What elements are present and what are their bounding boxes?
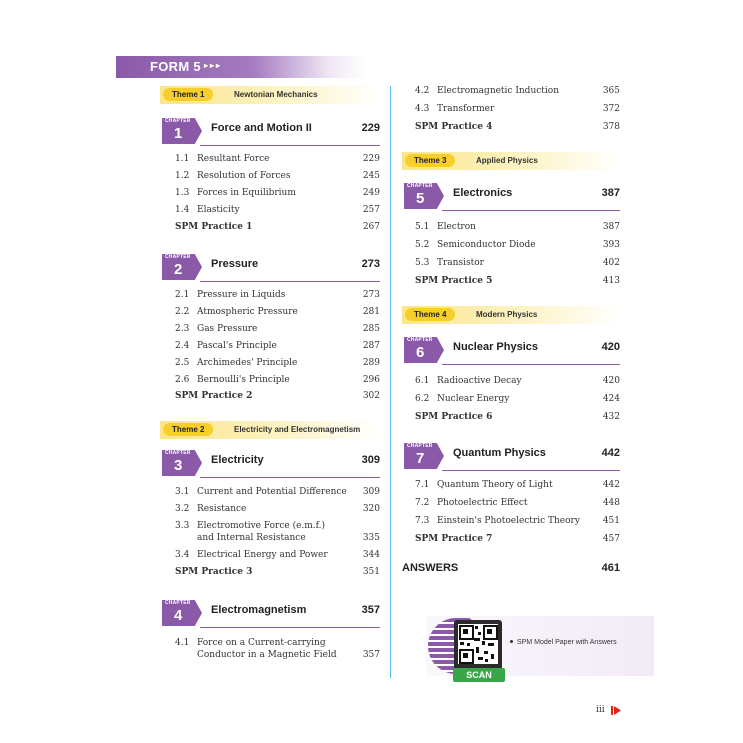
entry-number: 7.3 — [415, 516, 430, 526]
toc-entry[interactable] — [415, 515, 620, 527]
entry-title: Bernoulli's Principle — [197, 375, 290, 385]
entry-title: Photoelectric Effect — [437, 498, 528, 508]
toc-entry[interactable] — [175, 340, 380, 352]
chapter-tag-label: CHAPTER — [165, 450, 191, 456]
entry-title: Current and Potential Difference — [197, 487, 347, 497]
practice-entry[interactable] — [175, 566, 380, 578]
theme-tag: Theme 3 — [405, 154, 455, 167]
entry-number: 6.1 — [415, 376, 430, 386]
entry-number: 4.3 — [415, 104, 430, 114]
toc-entry[interactable] — [175, 374, 380, 386]
entry-page: 249 — [362, 188, 380, 198]
entry-title: Semiconductor Diode — [437, 240, 536, 250]
theme-tag: Theme 1 — [163, 88, 213, 101]
entry-title: Quantum Theory of Light — [437, 480, 553, 490]
chapter-1-heading[interactable] — [162, 116, 380, 146]
entry-page: 451 — [602, 516, 620, 526]
toc-entry[interactable] — [415, 239, 620, 251]
entry-title: Pressure in Liquids — [197, 290, 286, 300]
toc-entry[interactable] — [415, 103, 620, 115]
toc-entry[interactable] — [415, 497, 620, 509]
chapter-page: 387 — [601, 187, 620, 199]
entry-title: Gas Pressure — [197, 324, 258, 334]
toc-entry[interactable] — [175, 289, 380, 301]
practice-page: 457 — [602, 534, 620, 544]
chapter-number: 3 — [174, 457, 183, 474]
toc-entry[interactable] — [415, 375, 620, 387]
toc-entry[interactable] — [415, 221, 620, 233]
chapter-underline — [200, 477, 380, 478]
entry-page: 424 — [602, 394, 620, 404]
theme-name: Applied Physics — [476, 156, 538, 165]
entry-page: 402 — [602, 258, 620, 268]
entry-page: 273 — [362, 290, 380, 300]
theme-tag: Theme 4 — [405, 308, 455, 321]
chapter-3-heading[interactable] — [162, 448, 380, 478]
chapter-title: Quantum Physics — [453, 447, 546, 459]
toc-entry[interactable] — [415, 393, 620, 405]
entry-title: Transistor — [437, 258, 484, 268]
chapter-page: 309 — [361, 454, 380, 466]
practice-page: 432 — [602, 412, 620, 422]
chapter-underline — [200, 281, 380, 282]
entry-number: 3.3 — [175, 521, 190, 531]
entry-page: 393 — [602, 240, 620, 250]
entry-number: 1.3 — [175, 188, 190, 198]
entry-title: Electron — [437, 222, 476, 232]
practice-entry[interactable] — [175, 390, 380, 402]
chapter-tag-label: CHAPTER — [407, 443, 433, 449]
answers-page: 461 — [601, 562, 620, 574]
entry-title: Archimedes' Principle — [197, 358, 298, 368]
theme-4-header — [402, 306, 620, 324]
entry-page: 289 — [362, 358, 380, 368]
chapter-number: 6 — [416, 344, 425, 361]
entry-page: 420 — [602, 376, 620, 386]
banner-arrows: ▸▸▸ — [204, 61, 223, 70]
toc-entry[interactable] — [175, 170, 380, 182]
practice-page: 267 — [362, 222, 380, 232]
practice-title: SPM Practice 5 — [415, 276, 493, 286]
toc-entry[interactable] — [415, 479, 620, 491]
entry-number: 2.1 — [175, 290, 190, 300]
chapter-underline — [200, 145, 380, 146]
chapter-title: Electromagnetism — [211, 604, 307, 616]
chapter-title: Pressure — [211, 258, 259, 270]
chapter-page: 273 — [361, 258, 380, 270]
entry-page: 296 — [362, 375, 380, 385]
theme-name: Modern Physics — [476, 310, 538, 319]
entry-number: 4.1 — [175, 638, 190, 648]
chapter-number: 2 — [174, 261, 183, 278]
chapter-underline — [200, 627, 380, 628]
entry-number: 3.4 — [175, 550, 190, 560]
chapter-tag-label: CHAPTER — [407, 337, 433, 343]
chapter-underline — [442, 364, 620, 365]
chapter-6-heading[interactable] — [404, 335, 620, 365]
chapter-underline — [442, 470, 620, 471]
entry-title: Elasticity — [197, 205, 240, 215]
entry-page: 357 — [362, 650, 380, 660]
entry-page: 257 — [362, 205, 380, 215]
toc-entry[interactable] — [175, 503, 380, 515]
theme-name: Electricity and Electromagnetism — [234, 425, 361, 434]
practice-title: SPM Practice 6 — [415, 412, 493, 422]
entry-page: 442 — [602, 480, 620, 490]
entry-page: 387 — [602, 222, 620, 232]
toc-entry[interactable] — [415, 85, 620, 97]
column-divider — [390, 86, 391, 678]
chapter-number: 7 — [416, 450, 425, 467]
chapter-4-heading[interactable] — [162, 598, 380, 628]
entry-number: 2.5 — [175, 358, 190, 368]
entry-page: 245 — [362, 171, 380, 181]
chapter-underline — [442, 210, 620, 211]
entry-title: Einstein's Photoelectric Theory — [437, 516, 580, 526]
form-title: FORM 5 — [150, 59, 201, 74]
entry-title: Force on a Current-carrying Conductor in a Magnetic Field — [197, 638, 337, 660]
chapter-title: Force and Motion II — [211, 122, 312, 134]
toc-entry[interactable] — [175, 153, 380, 165]
scan-button[interactable]: SCAN — [453, 668, 505, 682]
theme-1-header — [160, 86, 380, 104]
entry-title: Radioactive Decay — [437, 376, 522, 386]
practice-title: SPM Practice 2 — [175, 391, 253, 401]
entry-number: 7.2 — [415, 498, 430, 508]
chapter-5-heading[interactable] — [404, 181, 620, 211]
toc-entry[interactable] — [175, 549, 380, 561]
entry-number: 4.2 — [415, 86, 430, 96]
toc-entry[interactable] — [175, 637, 380, 661]
answers-label: ANSWERS — [402, 562, 459, 574]
toc-entry[interactable] — [175, 204, 380, 216]
entry-number: 5.2 — [415, 240, 430, 250]
toc-entry[interactable] — [415, 257, 620, 269]
practice-title: SPM Practice 3 — [175, 567, 253, 577]
chapter-title: Electricity — [211, 454, 264, 466]
theme-3-header — [402, 152, 620, 170]
page-arrow-icon — [611, 706, 621, 715]
entry-number: 7.1 — [415, 480, 430, 490]
entry-title: Electrical Energy and Power — [197, 550, 328, 560]
practice-entry[interactable] — [415, 121, 620, 133]
entry-number: 2.3 — [175, 324, 190, 334]
entry-page: 287 — [362, 341, 380, 351]
chapter-number: 5 — [416, 190, 425, 207]
scan-description: SPM Model Paper with Answers — [517, 639, 617, 646]
theme-tag: Theme 2 — [163, 423, 213, 436]
toc-entry[interactable] — [175, 520, 380, 544]
entry-number: 5.3 — [415, 258, 430, 268]
chapter-number: 4 — [174, 607, 183, 624]
entry-title: Resistance — [197, 504, 247, 514]
practice-entry[interactable] — [415, 533, 620, 545]
chapter-number: 1 — [174, 125, 183, 142]
chapter-tag-label: CHAPTER — [165, 600, 191, 606]
toc-entry[interactable] — [175, 187, 380, 199]
entry-page: 320 — [362, 504, 380, 514]
entry-number: 3.2 — [175, 504, 190, 514]
practice-entry[interactable] — [175, 221, 380, 233]
toc-entry[interactable] — [175, 357, 380, 369]
chapter-page: 229 — [361, 122, 380, 134]
entry-page: 229 — [362, 154, 380, 164]
entry-title: Nuclear Energy — [437, 394, 510, 404]
chapter-7-heading[interactable] — [404, 441, 620, 471]
entry-number: 3.1 — [175, 487, 190, 497]
entry-page: 281 — [362, 307, 380, 317]
entry-page: 372 — [602, 104, 620, 114]
practice-title: SPM Practice 4 — [415, 122, 493, 132]
entry-page: 335 — [362, 533, 380, 543]
entry-title: Transformer — [437, 104, 495, 114]
entry-title: Forces in Equilibrium — [197, 188, 296, 198]
chapter-2-heading[interactable] — [162, 252, 380, 282]
practice-page: 413 — [602, 276, 620, 286]
entry-title: Electromagnetic Induction — [437, 86, 559, 96]
chapter-page: 442 — [601, 447, 620, 459]
bullet-icon — [510, 640, 513, 643]
practice-title: SPM Practice 1 — [175, 222, 253, 232]
toc-entry[interactable] — [175, 486, 380, 498]
entry-title: Pascal's Principle — [197, 341, 277, 351]
entry-page: 344 — [362, 550, 380, 560]
entry-title: Atmospheric Pressure — [197, 307, 298, 317]
theme-2-header — [160, 421, 380, 439]
practice-page: 378 — [602, 122, 620, 132]
toc-entry[interactable] — [175, 306, 380, 318]
entry-number: 1.1 — [175, 154, 190, 164]
chapter-tag-label: CHAPTER — [165, 254, 191, 260]
entry-number: 6.2 — [415, 394, 430, 404]
chapter-page: 420 — [601, 341, 620, 353]
chapter-page: 357 — [361, 604, 380, 616]
practice-entry[interactable] — [415, 275, 620, 287]
practice-title: SPM Practice 7 — [415, 534, 493, 544]
entry-number: 1.4 — [175, 205, 190, 215]
chapter-tag-label: CHAPTER — [407, 183, 433, 189]
entry-title: Electromotive Force (e.m.f.) and Internal Resistance — [197, 521, 326, 543]
entry-title: Resultant Force — [197, 154, 270, 164]
entry-page: 448 — [602, 498, 620, 508]
theme-name: Newtonian Mechanics — [234, 90, 318, 99]
entry-number: 2.4 — [175, 341, 190, 351]
form-banner — [116, 56, 366, 78]
entry-number: 5.1 — [415, 222, 430, 232]
page-number: iii — [596, 705, 605, 715]
entry-page: 309 — [362, 487, 380, 497]
entry-title: Resolution of Forces — [197, 171, 291, 181]
entry-number: 2.2 — [175, 307, 190, 317]
toc-entry[interactable] — [175, 323, 380, 335]
chapter-tag-label: CHAPTER — [165, 118, 191, 124]
entry-number: 1.2 — [175, 171, 190, 181]
practice-page: 351 — [362, 567, 380, 577]
entry-page: 365 — [602, 86, 620, 96]
chapter-title: Nuclear Physics — [453, 341, 538, 353]
chapter-title: Electronics — [453, 187, 513, 199]
practice-entry[interactable] — [415, 411, 620, 423]
answers-entry[interactable] — [402, 562, 620, 576]
qr-code-icon[interactable] — [458, 624, 498, 664]
practice-page: 302 — [362, 391, 380, 401]
entry-page: 285 — [362, 324, 380, 334]
entry-number: 2.6 — [175, 375, 190, 385]
